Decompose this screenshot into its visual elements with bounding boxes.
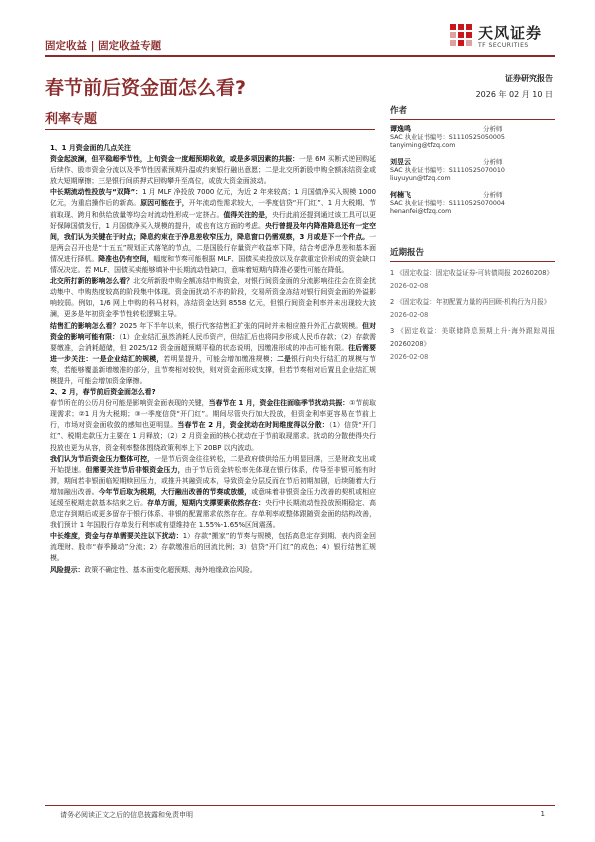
bold-text: 原因可能在于， (140, 199, 189, 208)
body-text: （1）信贷“开门红”、税期走款压力主要在 1 月释放；（2）2 月资金面的核心扰动在于节前取现需求。扰动的分散使得央行投放也更为从容，资金利率整体围绕政策利率上下 20BP 以内波动。 (50, 421, 377, 452)
recent-report-date: 2026-02-08 (390, 282, 429, 290)
author-name: 何楠飞 (390, 191, 411, 199)
body-text: 央行此前还提到通过该工具可以更好保障国债发行，1 月国债净买入规模的提升，或也有这方面的考虑。 (50, 210, 377, 230)
author-name: 刘昱云 (390, 158, 411, 166)
bold-text: 但需要关注节后非银资金压力， (85, 465, 185, 474)
author-card (390, 158, 555, 191)
recent-reports-heading: 近期报告 (390, 246, 555, 262)
lead-text: 结售汇的影响怎么看？ (50, 321, 120, 330)
author-name: 谭逸鸣 (390, 125, 411, 133)
bold-text: 当春节在 2 月，资金扰动在时间维度得以分散： (177, 421, 329, 430)
body-text: 一是 6M 买断式逆回购延后续作、股市资金分流以及季节性因素预期升温或约束银行融出意愿；二是北交所新股申购全额冻结资金或放大短期摩擦；三是银行间质押式回购攀升至高位，或放大资金面波动。 (50, 155, 377, 186)
bold-text: 往后需要进一步关注： (50, 343, 376, 363)
section-label: 利率专题 (45, 112, 98, 127)
lead-text: 风险提示： (50, 565, 85, 574)
recent-report-title[interactable]: 2 《固定收益：年初配置力量的再回顾-机构行为月报》 (390, 298, 551, 306)
recent-report-item[interactable] (390, 267, 555, 293)
bold-text: 值得关注的是， (223, 210, 272, 219)
author-cert: SAC 执业证书编号：S1110525050005 (390, 133, 505, 141)
lead-text: 北交所打新的影响怎么看？ (50, 277, 134, 286)
bold-text: 当春节在 1 月，资金往往面临季节扰动共振： (208, 399, 350, 408)
body-text: 一是两会召开也是“十五五”规划正式落笔的节点，二是国股行存量资产收益率下降，结合考虑净息差和基本面情况进行择机。 (50, 232, 376, 263)
bold-text: 但对资金的影响可能有限： (50, 321, 377, 341)
body-text: （1）企业结汇虽然消耗人民币资产，但结汇后也将同步形成人民币存款；（2）存款需要缴准，会消耗超储，但 2025/12 资金面超预期平稳的状态说明，因缴准形成的冲击可能有限。 (50, 332, 376, 352)
author-role: 分析师 (483, 191, 503, 199)
risk-paragraph (50, 565, 376, 576)
page-title: 春节前后资金面怎么看? (45, 77, 247, 99)
lead-text: 中长维度，资金与存单需要关注以下扰动： (50, 532, 183, 541)
authors-heading: 作者 (390, 104, 555, 120)
body-text: 2025 年下半年以来，银行代客结售汇扩张的同时并未相应推升外汇占款规模。 (119, 321, 363, 330)
bold-text: 一是企业结汇的规模， (92, 354, 164, 363)
bold-text: 今年节后取为税期，大行融出改善的节奏或放缓， (98, 487, 252, 496)
footer-disclaimer: 请务必阅读正文之后的信息披露和免责申明 (60, 811, 193, 819)
paragraph (50, 454, 376, 532)
main-body (50, 143, 376, 576)
heading-2: 2、2 月，春节前后资金面怎么看? (50, 388, 156, 397)
recent-report-date: 2026-02-08 (390, 353, 429, 361)
body-text: 若明显提升，可能会增加缴准规模； (163, 354, 277, 363)
author-card (390, 191, 555, 224)
paragraph (50, 531, 376, 564)
recent-report-title[interactable]: 1 《固定收益：固定收益证券-可转债周报 20260208》 (390, 269, 554, 277)
recent-report-date: 2026-02-08 (390, 311, 429, 319)
section-rule (45, 129, 375, 130)
footer-rule (45, 805, 555, 806)
paragraph (50, 321, 376, 388)
header-rule (45, 55, 555, 57)
body-text: ①节前取现需求；②1 月为大税期；③一季度信贷“开门红”。期间尽管央行加大投放，但资金利率更容易在节前上行，市场对资金面收敛的感知也更明显。 (50, 399, 376, 430)
logo-name: 天风证券 (478, 24, 543, 42)
bold-text: 存单方面，短期内支撑要素依然存在： (147, 499, 266, 507)
recent-report-title[interactable]: 3 《固定收益：美联储降息预期上升-海外跟踪周报 20260208》 (390, 327, 555, 348)
author-card (390, 125, 555, 158)
lead-text: 我们认为节后资金压力整体可控， (50, 454, 155, 463)
author-cert: SAC 执业证书编号：S1110525070010 (390, 166, 505, 174)
paragraph (50, 187, 376, 276)
bold-text: 降准也仍有空间， (98, 254, 154, 263)
paragraph (50, 398, 376, 453)
body-text: 春节所在的公历月份可能是影响资金面表现的关键， (50, 399, 209, 408)
paragraph (50, 276, 376, 320)
report-date: 2026 年 02 月 10 日 (475, 90, 553, 99)
body-text: 政策不确定性、基本面变化超预期、海外地缘政治风险。 (84, 565, 257, 574)
body-text: 由于节后资金转松率先体现在银行体系，传导至非银可能有时滞，期间若非银面临短期赎回压力，或推升其融资成本，导致资金分层反而在节后初期加剧，后续随着大行增加融出改善。 (50, 465, 377, 496)
body-text: 银行向央行结汇的规模与节奏，若能够覆盖新增缴准的部分，且节奏相对较快，则对资金面形成支撑，但若节奏相对后置且企业结汇规模提升，可能会增加资金摩擦。 (50, 354, 377, 385)
paragraph (50, 154, 376, 187)
sidebar (390, 104, 555, 367)
body-text: 开年流动性需求较大，一季度信贷“开门红”、1 月大税期、节前取现、跨月和供给放量等均会对流动性形成一定挤占。 (50, 199, 376, 219)
author-role: 分析师 (483, 158, 503, 166)
author-cert: SAC 执业证书编号：S1110525070004 (390, 199, 505, 207)
body-text: 北交所新股申购全额冻结申购资金，对银行间资金面的分流影响往往会在资金扰动集中、申购热度较高的阶段集中体现。资金面扰动不亦的阶段，交易所资金冻结对银行间资金面的外溢影响较弱。例如，1/6 网上申购的科马材料，冻结资金达到 8558 亿元，但银行间资金利率并未出现较大波澜，更多是年初资金季节性转松逻辑主导。 (50, 277, 377, 319)
author-role: 分析师 (483, 125, 503, 133)
recent-report-item[interactable] (390, 325, 555, 364)
header-category: 固定收益 | 固定收益专题 (45, 40, 162, 52)
recent-report-item[interactable] (390, 296, 555, 322)
logo-english: TF SECURITIES (478, 42, 529, 49)
logo-mark-icon (448, 22, 474, 48)
heading-1: 1、1 月资金面的几点关注 (50, 144, 131, 152)
body-text: 或意味着非银资金压力改善的契机或相应延缓至税期走款基本结束之后。 (50, 487, 377, 507)
author-email[interactable]: liuyuyun@tfzq.com (390, 175, 451, 182)
bold-text: 央行曾提及年内降准降息还有一定空间，我们认为关键在于时点；降息约束在于净息差收窄压力，降息窗口仍需观察，3 月或是下一个件点。 (50, 221, 377, 241)
lead-text: 中长期流动性投放与“双降”： (50, 188, 143, 197)
bold-text: 二是 (276, 354, 292, 363)
author-email[interactable]: henanfei@tfzq.com (390, 208, 452, 215)
author-email[interactable]: tanyiming@tfzq.com (390, 142, 456, 149)
lead-text: 资金起波澜，但平稳超季节性，上旬资金一度超预期收敛，或是多项因素的共振： (50, 155, 300, 164)
body-text: 1）存款“搬家”的节奏与规模，包括高息定存到期、表内资金回流理财、股市“春季躁动”分流；2）存款缴准后的回流比例；3）信贷“开门红”的成色；4）银行结售汇规模。 (50, 532, 376, 563)
body-text: 幅度和节奏可能根据 MLF、国债买卖投放以及存款重定价形成的资金缺口情况决定。若 MLF、国债买卖能够填补中长期流动性缺口，意味着短期内降准必要性可能在降低。 (50, 254, 377, 275)
page-number: 1 (540, 810, 545, 818)
body-text: 1 月 MLF 净投放 7000 亿元，为近 2 年来较高；1 月国债净买入规模 1000 亿元，为重启操作后的新高。 (50, 188, 376, 208)
body-text: 央行中长期流动性投放预期稳定、高息定存到期后或更多留存于银行体系、非银的配置需求依然存在。存单利率或整体跟随资金面的结构改善，我们预计 1 年国股行存单发行利率或有望维持在 1.55%-1.65%区间震荡。 (50, 499, 377, 530)
body-text: 一是节后资金往往转松，二是政府债供给压力明显回落，三是财政支出或开始提速。 (50, 454, 377, 474)
report-type: 证券研究报告 (505, 74, 553, 83)
